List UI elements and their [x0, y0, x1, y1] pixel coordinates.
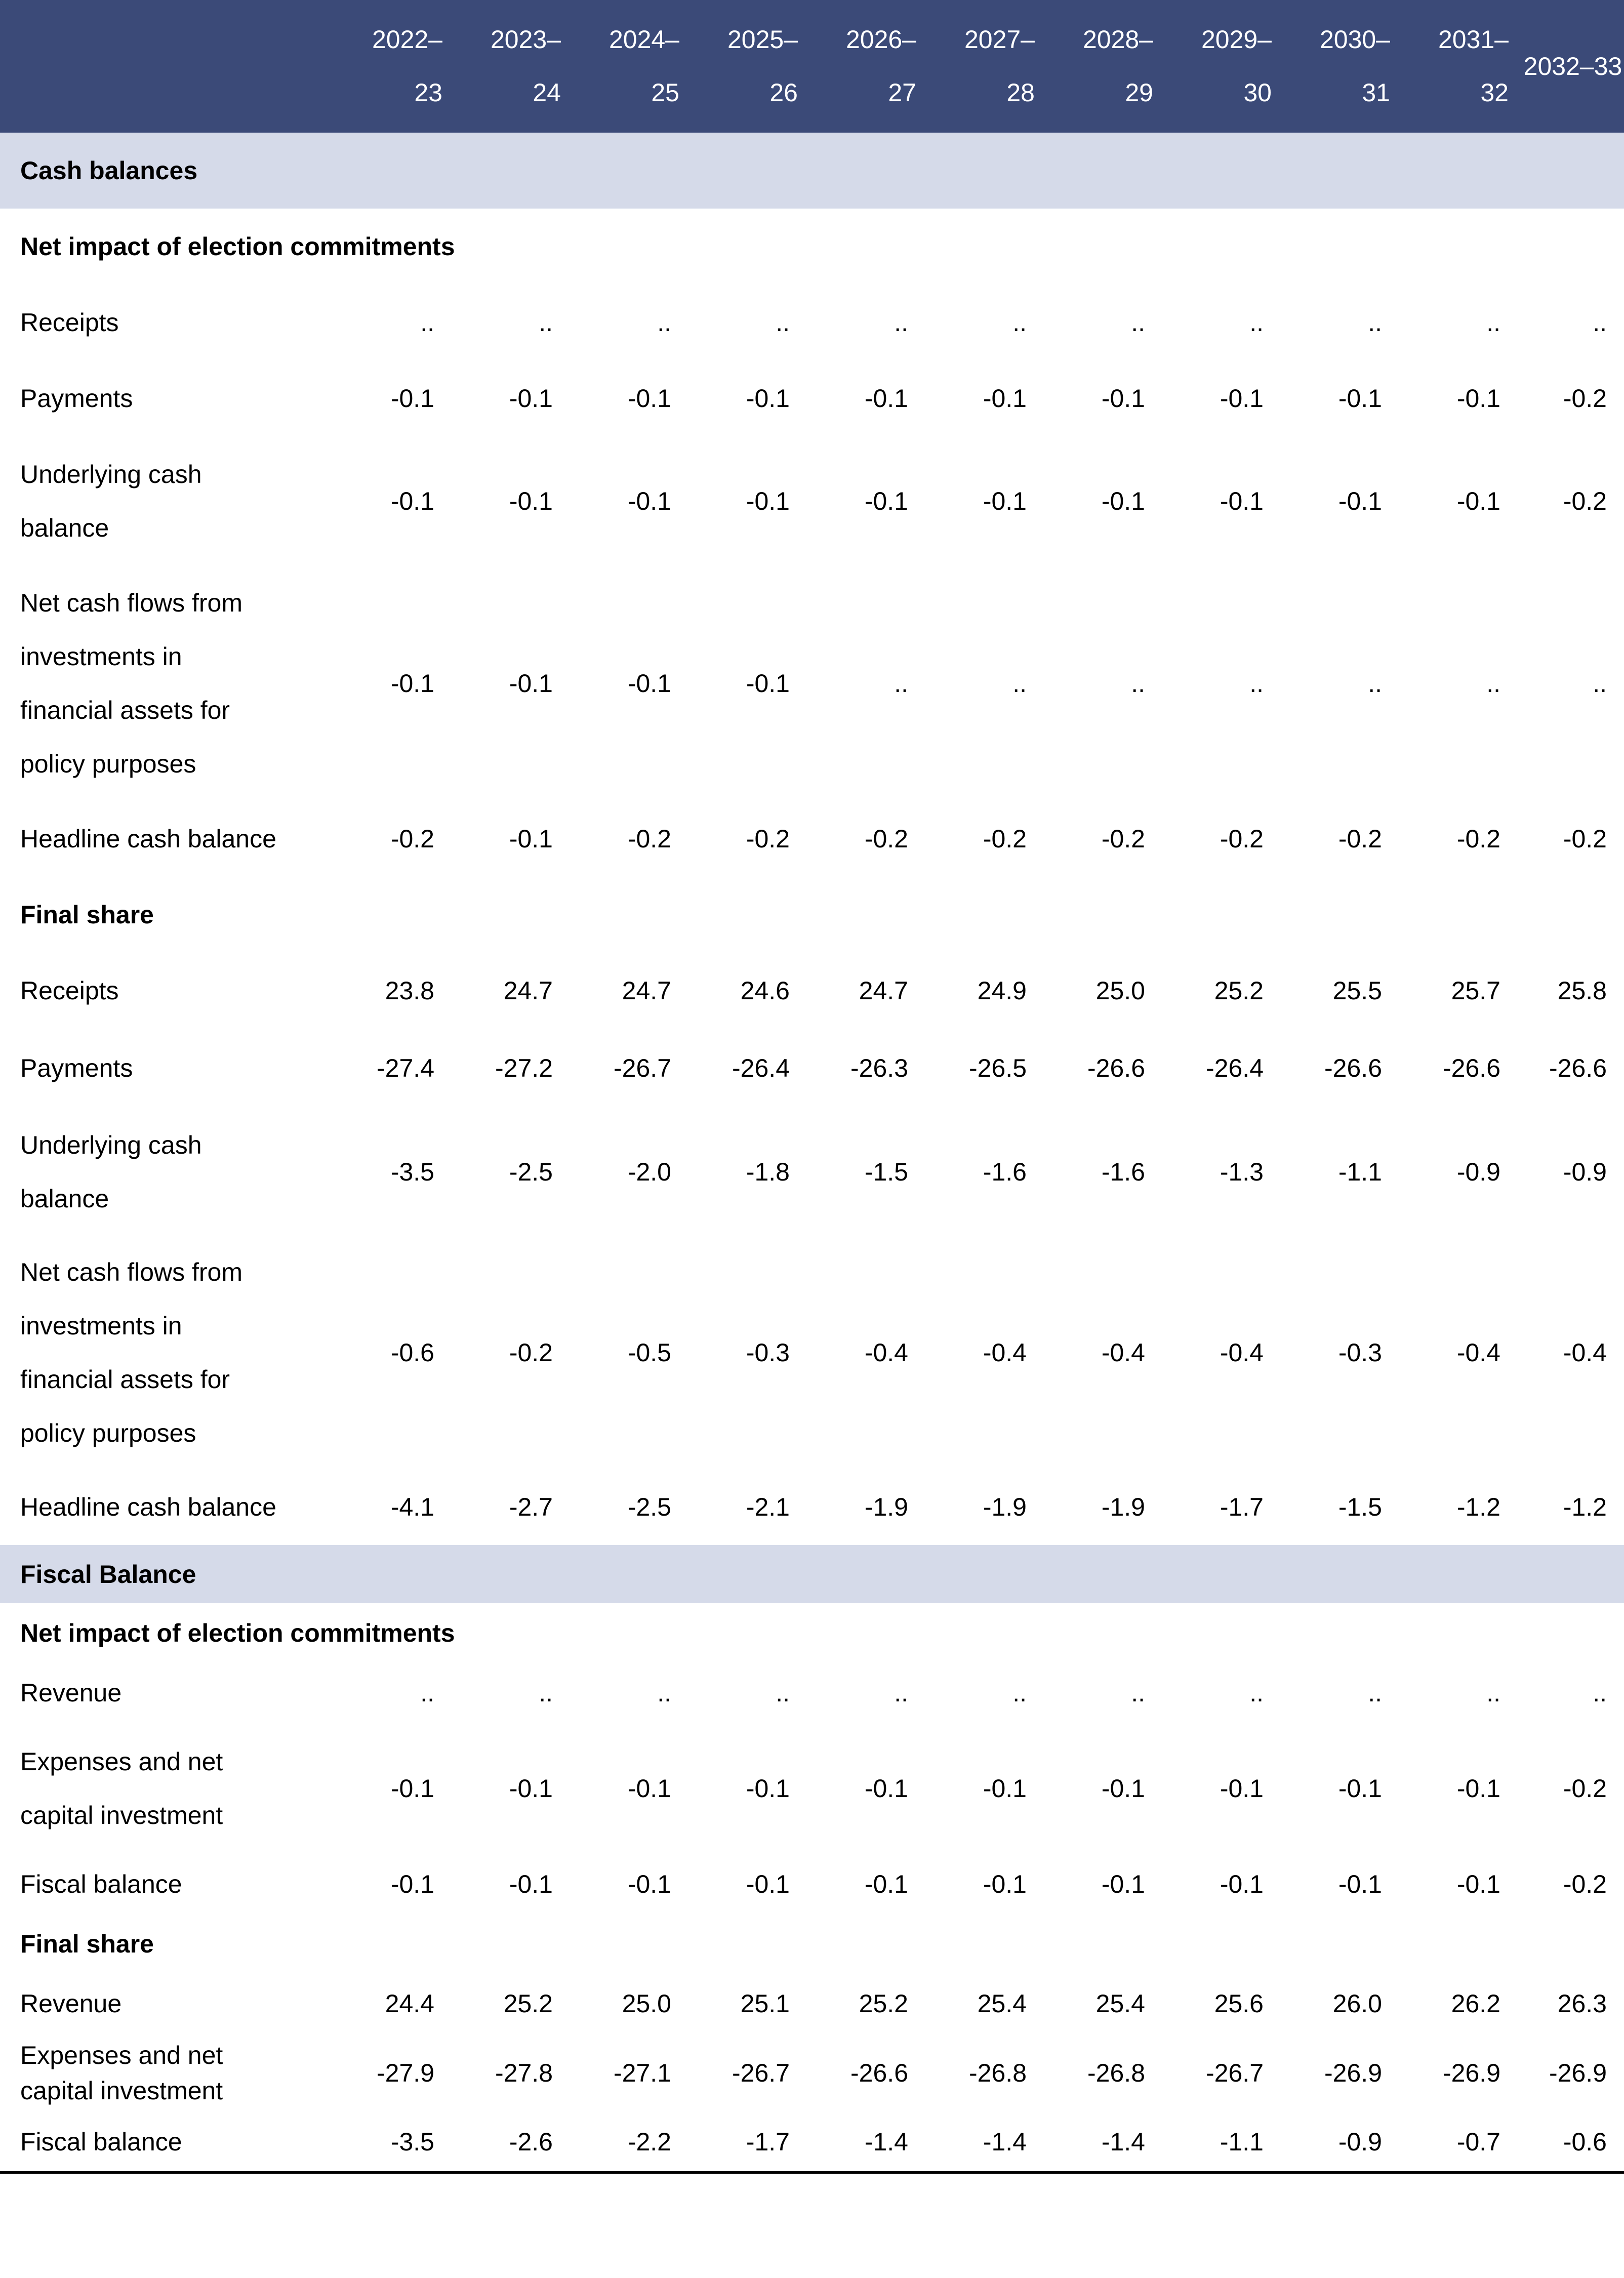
- row-cash-net-receipts: [0, 284, 1624, 360]
- value-cell: -0.2: [1563, 384, 1607, 413]
- value-cell: 25.1: [740, 1989, 790, 2018]
- value-cell: -26.6: [1549, 1053, 1607, 1082]
- value-cell: 24.9: [977, 977, 1027, 1005]
- value-cell: -0.1: [746, 669, 790, 698]
- value-cell: ..: [1593, 669, 1607, 698]
- value-cell: -27.8: [495, 2059, 553, 2087]
- row-fiscal-net-expenses: [0, 1723, 1624, 1854]
- value-cell: 25.0: [1095, 977, 1145, 1005]
- value-cell: -0.1: [983, 486, 1027, 515]
- value-cell: 25.0: [622, 1989, 671, 2018]
- row-fiscal-final-expenses: [0, 2033, 1624, 2112]
- value-cell: -0.1: [627, 1870, 671, 1898]
- value-cell: -0.2: [1338, 825, 1382, 853]
- value-cell: -0.1: [509, 486, 553, 515]
- value-cell: -1.7: [1220, 1493, 1264, 1521]
- value-cell: -0.1: [627, 486, 671, 515]
- section-title: Fiscal Balance: [0, 1545, 1624, 1603]
- row-label: Payments: [20, 1053, 133, 1082]
- subsection-title: Final share: [20, 901, 154, 929]
- value-cell: -2.2: [574, 2112, 693, 2172]
- value-cell: ..: [539, 308, 553, 337]
- value-cell: -4.1: [390, 1493, 434, 1521]
- value-cell: -0.1: [983, 384, 1027, 413]
- row-cash-final-receipts: [0, 953, 1624, 1029]
- value-cell: -1.6: [1101, 1157, 1145, 1186]
- row-cash-final-underlying: [0, 1107, 1624, 1236]
- row-cash-net-payments: [0, 360, 1624, 436]
- value-cell: ..: [1486, 308, 1500, 337]
- value-cell: -26.7: [614, 1053, 671, 1082]
- value-cell: -0.4: [864, 1338, 908, 1367]
- value-cell: -27.9: [377, 2059, 434, 2087]
- value-cell: -1.5: [864, 1157, 908, 1186]
- row-label-cell: [0, 360, 337, 436]
- value-cell: -26.9: [1324, 2059, 1382, 2087]
- value-cell: -0.1: [1101, 1870, 1145, 1898]
- value-cell: -0.1: [983, 1774, 1027, 1803]
- value-cell: -0.9: [1563, 1157, 1607, 1186]
- value-cell: -1.9: [1101, 1493, 1145, 1521]
- value-cell: -0.1: [864, 1774, 908, 1803]
- value-cell: ..: [1368, 308, 1382, 337]
- value-cell: -1.1: [1338, 1157, 1382, 1186]
- value-cell: -0.1: [746, 384, 790, 413]
- value-cell: -0.3: [746, 1338, 790, 1367]
- value-cell: -0.6: [1522, 2112, 1624, 2172]
- subsection-title: Net impact of election commitments: [20, 232, 455, 261]
- value-cell: 26.3: [1557, 1989, 1607, 2018]
- value-cell: -1.4: [1048, 2112, 1166, 2172]
- value-cell: -0.1: [509, 384, 553, 413]
- col-2032-33: 2032–33: [1523, 52, 1622, 80]
- value-cell: ..: [1131, 308, 1145, 337]
- value-cell: -2.1: [746, 1493, 790, 1521]
- row-label-cell: [0, 1854, 337, 1914]
- col-2026-27: 2026– 27: [845, 25, 916, 107]
- value-cell: ..: [1368, 1679, 1382, 1707]
- value-cell: -0.2: [390, 825, 434, 853]
- value-cell: -0.4: [983, 1338, 1027, 1367]
- value-cell: -0.1: [509, 1774, 553, 1803]
- row-cash-net-headline: [0, 801, 1624, 877]
- subsection-cash-final-share: [0, 877, 1624, 953]
- value-cell: -0.1: [627, 1774, 671, 1803]
- value-cell: 25.6: [1214, 1989, 1264, 2018]
- value-cell: -0.1: [509, 669, 553, 698]
- value-cell: -26.8: [969, 2059, 1027, 2087]
- value-cell: -27.2: [495, 1053, 553, 1082]
- value-cell: 24.7: [859, 977, 908, 1005]
- value-cell: -0.2: [509, 1338, 553, 1367]
- value-cell: ..: [1012, 669, 1027, 698]
- value-cell: -0.1: [1220, 1870, 1264, 1898]
- row-cash-final-headline: [0, 1469, 1624, 1545]
- value-cell: -26.6: [850, 2059, 908, 2087]
- row-cash-final-payments: [0, 1029, 1624, 1107]
- row-label-cell: [0, 801, 337, 877]
- value-cell: -26.3: [850, 1053, 908, 1082]
- row-label-cell: [0, 1974, 337, 2033]
- row-label-cell: [0, 2112, 337, 2172]
- value-cell: -2.0: [627, 1157, 671, 1186]
- value-cell: -0.1: [983, 1870, 1027, 1898]
- value-cell: -0.1: [1101, 1774, 1145, 1803]
- value-cell: -1.7: [693, 2112, 811, 2172]
- row-label: Net cash flows from investments in financial assets for policy purposes: [20, 588, 243, 778]
- subsection-cash-net-impact: [0, 209, 1624, 284]
- value-cell: -0.2: [1563, 486, 1607, 515]
- value-cell: -0.1: [390, 486, 434, 515]
- value-cell: -0.1: [864, 486, 908, 515]
- value-cell: ..: [894, 1679, 908, 1707]
- value-cell: ..: [776, 1679, 790, 1707]
- value-cell: -0.1: [509, 1870, 553, 1898]
- value-cell: ..: [657, 1679, 671, 1707]
- value-cell: -2.6: [456, 2112, 574, 2172]
- value-cell: -0.1: [1338, 1870, 1382, 1898]
- header-row: [0, 0, 1624, 133]
- value-cell: -0.2: [1563, 825, 1607, 853]
- row-label-cell: [0, 1469, 337, 1545]
- value-cell: -0.2: [746, 825, 790, 853]
- value-cell: 25.4: [1095, 1989, 1145, 2018]
- value-cell: -26.6: [1443, 1053, 1500, 1082]
- value-cell: -0.1: [1456, 1870, 1500, 1898]
- value-cell: -0.1: [390, 384, 434, 413]
- value-cell: -0.2: [983, 825, 1027, 853]
- row-label: Fiscal balance: [20, 1870, 182, 1898]
- value-cell: -0.1: [746, 486, 790, 515]
- value-cell: -0.1: [390, 1774, 434, 1803]
- row-fiscal-net-revenue: [0, 1663, 1624, 1723]
- row-label-cell: [0, 1107, 337, 1236]
- value-cell: -0.6: [390, 1338, 434, 1367]
- value-cell: 26.2: [1451, 1989, 1500, 2018]
- value-cell: -26.7: [732, 2059, 790, 2087]
- value-cell: -0.4: [1563, 1338, 1607, 1367]
- col-2029-30: 2029– 30: [1201, 25, 1272, 107]
- value-cell: -0.1: [1220, 486, 1264, 515]
- row-fiscal-final-revenue: [0, 1974, 1624, 2033]
- value-cell: -1.5: [1338, 1493, 1382, 1521]
- value-cell: ..: [1486, 669, 1500, 698]
- col-2027-28: 2027– 28: [964, 25, 1035, 107]
- value-cell: -2.7: [509, 1493, 553, 1521]
- value-cell: -0.4: [1456, 1338, 1500, 1367]
- row-label: Underlying cash balance: [20, 460, 202, 542]
- row-label: Fiscal balance: [20, 2127, 182, 2156]
- value-cell: 24.4: [385, 1989, 434, 2018]
- subsection-fiscal-final-share: [0, 1914, 1624, 1974]
- section-cash-balances: [0, 133, 1624, 209]
- value-cell: -0.1: [1220, 1774, 1264, 1803]
- row-label-cell: [0, 1236, 337, 1469]
- value-cell: -0.3: [1338, 1338, 1382, 1367]
- value-cell: -2.5: [509, 1157, 553, 1186]
- row-fiscal-net-balance: [0, 1854, 1624, 1914]
- value-cell: -2.5: [627, 1493, 671, 1521]
- row-label: Receipts: [20, 977, 119, 1005]
- value-cell: -0.9: [1285, 2112, 1403, 2172]
- value-cell: -0.1: [509, 825, 553, 853]
- value-cell: -0.1: [746, 1774, 790, 1803]
- row-label-cell: [0, 284, 337, 360]
- subsection-title: Net impact of election commitments: [20, 1619, 455, 1647]
- value-cell: 25.7: [1451, 977, 1500, 1005]
- col-2028-29: 2028– 29: [1082, 25, 1153, 107]
- row-label: Payments: [20, 384, 133, 413]
- value-cell: -0.1: [627, 669, 671, 698]
- value-cell: ..: [1368, 669, 1382, 698]
- value-cell: ..: [539, 1679, 553, 1707]
- row-label-cell: [0, 1663, 337, 1723]
- value-cell: 24.7: [503, 977, 553, 1005]
- value-cell: -1.2: [1456, 1493, 1500, 1521]
- value-cell: ..: [1249, 308, 1264, 337]
- value-cell: -0.1: [1456, 486, 1500, 515]
- value-cell: -1.1: [1166, 2112, 1285, 2172]
- section-fiscal-balance: [0, 1545, 1624, 1603]
- value-cell: 23.8: [385, 977, 434, 1005]
- value-cell: -1.4: [929, 2112, 1048, 2172]
- subsection-fiscal-net-impact: [0, 1603, 1624, 1663]
- value-cell: 25.2: [859, 1989, 908, 2018]
- value-cell: -0.1: [1456, 1774, 1500, 1803]
- row-label: Revenue: [20, 1989, 122, 2018]
- value-cell: -0.1: [864, 1870, 908, 1898]
- value-cell: -0.9: [1456, 1157, 1500, 1186]
- value-cell: ..: [894, 308, 908, 337]
- value-cell: -26.9: [1549, 2059, 1607, 2087]
- value-cell: -0.1: [627, 384, 671, 413]
- value-cell: ..: [1249, 1679, 1264, 1707]
- row-label: Expenses and net capital investment: [20, 2041, 223, 2105]
- value-cell: -0.2: [864, 825, 908, 853]
- value-cell: -0.4: [1220, 1338, 1264, 1367]
- value-cell: -0.1: [390, 669, 434, 698]
- value-cell: -26.7: [1206, 2059, 1264, 2087]
- row-fiscal-final-balance: [0, 2112, 1624, 2172]
- value-cell: -0.2: [1563, 1774, 1607, 1803]
- value-cell: ..: [1012, 1679, 1027, 1707]
- value-cell: -0.1: [1101, 486, 1145, 515]
- row-label: Headline cash balance: [20, 825, 276, 853]
- value-cell: -0.4: [1101, 1338, 1145, 1367]
- row-label: Receipts: [20, 308, 119, 337]
- col-2025-26: 2025– 26: [727, 25, 798, 107]
- value-cell: -0.1: [864, 384, 908, 413]
- value-cell: -0.1: [1220, 384, 1264, 413]
- col-2031-32: 2031– 32: [1438, 25, 1509, 107]
- section-title: Cash balances: [0, 133, 1624, 209]
- value-cell: ..: [1249, 669, 1264, 698]
- value-cell: -27.4: [377, 1053, 434, 1082]
- value-cell: ..: [1593, 308, 1607, 337]
- row-label: Revenue: [20, 1679, 122, 1707]
- row-label-cell: [0, 1723, 337, 1854]
- row-cash-net-financial-assets: [0, 565, 1624, 801]
- col-2022-23: 2022– 23: [372, 25, 442, 107]
- value-cell: -26.8: [1087, 2059, 1145, 2087]
- row-label: Underlying cash balance: [20, 1130, 202, 1213]
- row-label-cell: [0, 953, 337, 1029]
- value-cell: -0.1: [746, 1870, 790, 1898]
- value-cell: ..: [420, 1679, 434, 1707]
- value-cell: -1.4: [811, 2112, 929, 2172]
- col-2023-24: 2023– 24: [490, 25, 561, 107]
- value-cell: -0.7: [1403, 2112, 1522, 2172]
- row-label-cell: [0, 1029, 337, 1107]
- value-cell: -0.2: [627, 825, 671, 853]
- value-cell: -1.9: [864, 1493, 908, 1521]
- row-cash-final-financial-assets: [0, 1236, 1624, 1469]
- value-cell: -0.1: [1101, 384, 1145, 413]
- value-cell: -26.6: [1087, 1053, 1145, 1082]
- value-cell: -26.5: [969, 1053, 1027, 1082]
- row-label-cell: [0, 436, 337, 565]
- value-cell: 25.5: [1332, 977, 1382, 1005]
- header-blank: [0, 0, 337, 133]
- value-cell: -26.4: [1206, 1053, 1264, 1082]
- value-cell: ..: [420, 308, 434, 337]
- value-cell: -3.5: [337, 2112, 456, 2172]
- value-cell: -1.2: [1563, 1493, 1607, 1521]
- value-cell: -0.1: [1338, 486, 1382, 515]
- value-cell: 25.4: [977, 1989, 1027, 2018]
- value-cell: ..: [1012, 308, 1027, 337]
- row-label: Net cash flows from investments in financial assets for policy purposes: [20, 1258, 243, 1447]
- value-cell: 24.7: [622, 977, 671, 1005]
- value-cell: -0.5: [627, 1338, 671, 1367]
- row-label-cell: [0, 2033, 337, 2112]
- row-label: Headline cash balance: [20, 1493, 276, 1521]
- col-2030-31: 2030– 31: [1319, 25, 1390, 107]
- value-cell: -0.2: [1563, 1870, 1607, 1898]
- value-cell: -0.1: [1456, 384, 1500, 413]
- row-label-cell: [0, 565, 337, 801]
- value-cell: ..: [1593, 1679, 1607, 1707]
- value-cell: 25.2: [1214, 977, 1264, 1005]
- value-cell: -0.1: [390, 1870, 434, 1898]
- value-cell: -26.9: [1443, 2059, 1500, 2087]
- value-cell: -1.9: [983, 1493, 1027, 1521]
- value-cell: -1.8: [746, 1157, 790, 1186]
- value-cell: -0.1: [1338, 1774, 1382, 1803]
- row-cash-net-underlying: [0, 436, 1624, 565]
- value-cell: 25.2: [503, 1989, 553, 2018]
- value-cell: ..: [657, 308, 671, 337]
- value-cell: -3.5: [390, 1157, 434, 1186]
- value-cell: -26.4: [732, 1053, 790, 1082]
- row-label: Expenses and net capital investment: [20, 1747, 223, 1829]
- col-2024-25: 2024– 25: [608, 25, 679, 107]
- value-cell: ..: [776, 308, 790, 337]
- value-cell: 24.6: [740, 977, 790, 1005]
- value-cell: -0.2: [1220, 825, 1264, 853]
- value-cell: -26.6: [1324, 1053, 1382, 1082]
- value-cell: ..: [1486, 1679, 1500, 1707]
- value-cell: 25.8: [1557, 977, 1607, 1005]
- value-cell: 26.0: [1332, 1989, 1382, 2018]
- value-cell: -0.2: [1456, 825, 1500, 853]
- value-cell: -27.1: [614, 2059, 671, 2087]
- value-cell: ..: [1131, 1679, 1145, 1707]
- value-cell: -0.2: [1101, 825, 1145, 853]
- value-cell: ..: [1131, 669, 1145, 698]
- value-cell: -1.3: [1220, 1157, 1264, 1186]
- value-cell: -0.1: [1338, 384, 1382, 413]
- subsection-title: Final share: [20, 1930, 154, 1958]
- value-cell: ..: [894, 669, 908, 698]
- value-cell: -1.6: [983, 1157, 1027, 1186]
